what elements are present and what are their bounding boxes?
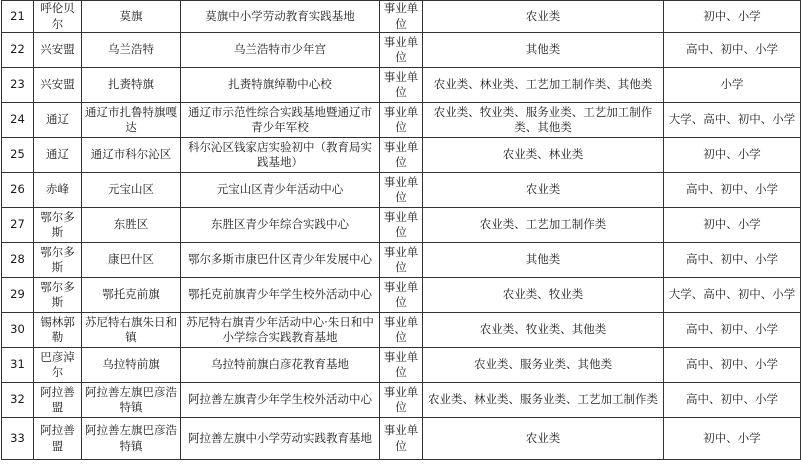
category-cell: 农业类、林业类、工艺加工制作类、其他类 <box>423 68 664 103</box>
table-row <box>2 208 801 243</box>
district-cell: 莫旗 <box>82 1 181 33</box>
table-row <box>2 138 801 173</box>
school-level-cell: 高中、初中、小学 <box>664 348 801 383</box>
city-cell: 鄂尔多斯 <box>34 278 82 313</box>
base-name-cell: 乌拉特前旗白彦花教育基地 <box>181 348 380 383</box>
unit-type-cell: 事业单位 <box>380 348 423 383</box>
table-row <box>2 348 801 383</box>
base-name-cell: 通辽市示范性综合实践基地暨通辽市青少年军校 <box>181 103 380 138</box>
base-name-cell: 苏尼特右旗青少年活动中心·朱日和中小学综合实践教育基地 <box>181 313 380 348</box>
unit-type-cell: 事业单位 <box>380 33 423 68</box>
district-cell: 扎赉特旗 <box>82 68 181 103</box>
unit-type-cell: 事业单位 <box>380 1 423 33</box>
city-cell: 兴安盟 <box>34 68 82 103</box>
table-row <box>2 33 801 68</box>
district-cell: 东胜区 <box>82 208 181 243</box>
school-level-cell: 高中、初中、小学 <box>664 383 801 418</box>
practice-base-table <box>1 0 801 460</box>
table-row <box>2 313 801 348</box>
category-cell: 农业类、牧业类、其他类 <box>423 313 664 348</box>
base-name-cell: 东胜区青少年综合实践中心 <box>181 208 380 243</box>
row-number: 27 <box>2 208 34 243</box>
city-cell: 呼伦贝尔 <box>34 1 82 33</box>
table-row <box>2 418 801 460</box>
table-row <box>2 103 801 138</box>
school-level-cell: 初中、小学 <box>664 418 801 460</box>
unit-type-cell: 事业单位 <box>380 313 423 348</box>
category-cell: 农业类 <box>423 173 664 208</box>
city-cell: 阿拉善盟 <box>34 418 82 460</box>
district-cell: 通辽市科尔沁区 <box>82 138 181 173</box>
unit-type-cell: 事业单位 <box>380 243 423 278</box>
table-row <box>2 243 801 278</box>
table-body <box>2 1 801 460</box>
base-name-cell: 元宝山区青少年活动中心 <box>181 173 380 208</box>
school-level-cell: 初中、小学 <box>664 208 801 243</box>
district-cell: 通辽市扎鲁特旗嘎达 <box>82 103 181 138</box>
school-level-cell: 大学、高中、初中、小学 <box>664 103 801 138</box>
table-row <box>2 68 801 103</box>
category-cell: 农业类、林业类、服务业类、工艺加工制作类 <box>423 383 664 418</box>
unit-type-cell: 事业单位 <box>380 173 423 208</box>
city-cell: 通辽 <box>34 103 82 138</box>
category-cell: 农业类、服务业类、其他类 <box>423 348 664 383</box>
table-row <box>2 1 801 33</box>
unit-type-cell: 事业单位 <box>380 68 423 103</box>
city-cell: 兴安盟 <box>34 33 82 68</box>
school-level-cell: 初中、小学 <box>664 138 801 173</box>
district-cell: 元宝山区 <box>82 173 181 208</box>
row-number: 21 <box>2 1 34 33</box>
unit-type-cell: 事业单位 <box>380 138 423 173</box>
city-cell: 鄂尔多斯 <box>34 243 82 278</box>
unit-type-cell: 事业单位 <box>380 103 423 138</box>
base-name-cell: 科尔沁区钱家店实验初中（教育局实践基地） <box>181 138 380 173</box>
category-cell: 其他类 <box>423 33 664 68</box>
row-number: 24 <box>2 103 34 138</box>
city-cell: 赤峰 <box>34 173 82 208</box>
district-cell: 苏尼特右旗朱日和镇 <box>82 313 181 348</box>
district-cell: 乌兰浩特 <box>82 33 181 68</box>
district-cell: 阿拉善左旗巴彦浩特镇 <box>82 383 181 418</box>
city-cell: 鄂尔多斯 <box>34 208 82 243</box>
district-cell: 康巴什区 <box>82 243 181 278</box>
row-number: 28 <box>2 243 34 278</box>
base-name-cell: 乌兰浩特市少年宫 <box>181 33 380 68</box>
category-cell: 其他类 <box>423 243 664 278</box>
category-cell: 农业类、牧业类、服务业类、工艺加工制作类、其他类 <box>423 103 664 138</box>
city-cell: 通辽 <box>34 138 82 173</box>
base-name-cell: 鄂托克前旗青少年学生校外活动中心 <box>181 278 380 313</box>
row-number: 23 <box>2 68 34 103</box>
school-level-cell: 高中、初中、小学 <box>664 313 801 348</box>
table-row <box>2 278 801 313</box>
city-cell: 阿拉善盟 <box>34 383 82 418</box>
school-level-cell: 高中、初中、小学 <box>664 33 801 68</box>
row-number: 31 <box>2 348 34 383</box>
base-name-cell: 扎赉特旗绰勒中心校 <box>181 68 380 103</box>
unit-type-cell: 事业单位 <box>380 208 423 243</box>
base-name-cell: 阿拉善左旗中小学劳动实践教育基地 <box>181 418 380 460</box>
base-name-cell: 鄂尔多斯市康巴什区青少年发展中心 <box>181 243 380 278</box>
table-row <box>2 383 801 418</box>
school-level-cell: 大学、高中、初中、小学 <box>664 278 801 313</box>
category-cell: 农业类、工艺加工制作类 <box>423 208 664 243</box>
school-level-cell: 小学 <box>664 68 801 103</box>
row-number: 29 <box>2 278 34 313</box>
city-cell: 巴彦淖尔 <box>34 348 82 383</box>
row-number: 25 <box>2 138 34 173</box>
row-number: 22 <box>2 33 34 68</box>
row-number: 33 <box>2 418 34 460</box>
unit-type-cell: 事业单位 <box>380 278 423 313</box>
city-cell: 锡林郭勒 <box>34 313 82 348</box>
school-level-cell: 高中、初中、小学 <box>664 173 801 208</box>
district-cell: 阿拉善左旗巴彦浩特镇 <box>82 418 181 460</box>
row-number: 26 <box>2 173 34 208</box>
base-name-cell: 阿拉善左旗青少年学生校外活动中心 <box>181 383 380 418</box>
category-cell: 农业类 <box>423 418 664 460</box>
school-level-cell: 初中、小学 <box>664 1 801 33</box>
unit-type-cell: 事业单位 <box>380 418 423 460</box>
category-cell: 农业类 <box>423 1 664 33</box>
table-row <box>2 173 801 208</box>
base-name-cell: 莫旗中小学劳动教育实践基地 <box>181 1 380 33</box>
row-number: 32 <box>2 383 34 418</box>
unit-type-cell: 事业单位 <box>380 383 423 418</box>
category-cell: 农业类、牧业类 <box>423 278 664 313</box>
school-level-cell: 高中、初中、小学 <box>664 243 801 278</box>
category-cell: 农业类、林业类 <box>423 138 664 173</box>
district-cell: 乌拉特前旗 <box>82 348 181 383</box>
district-cell: 鄂托克前旗 <box>82 278 181 313</box>
row-number: 30 <box>2 313 34 348</box>
